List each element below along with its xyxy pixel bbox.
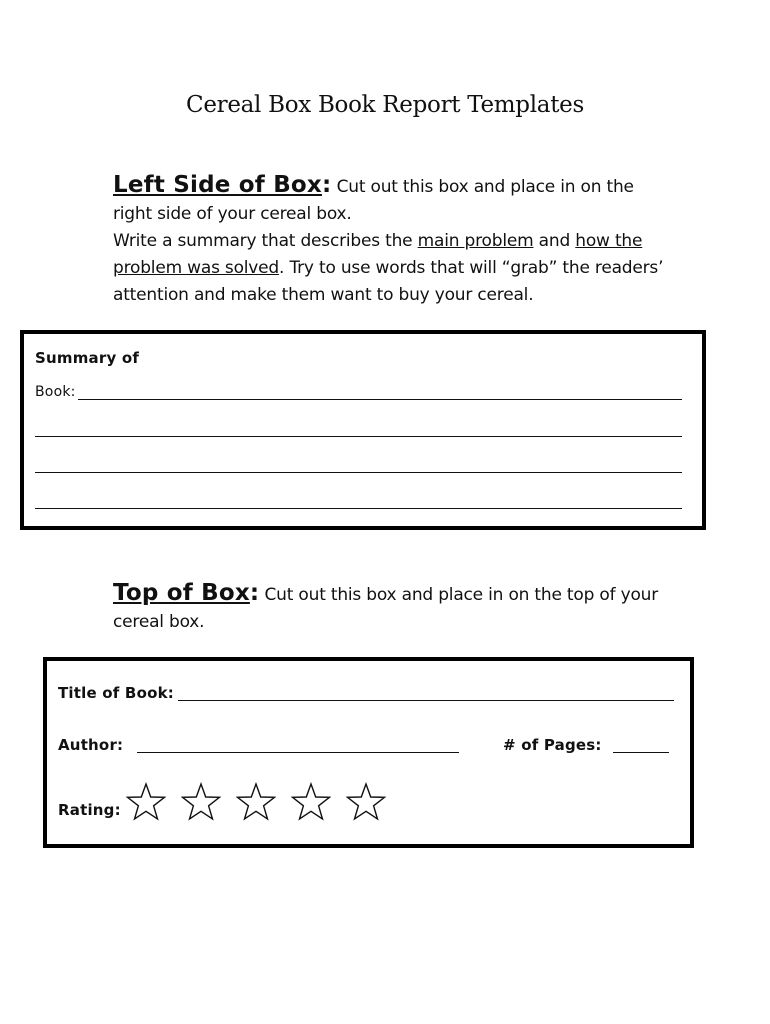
star-outline-icon[interactable] <box>291 782 331 822</box>
summary-instruction-a: Write a summary that describes the <box>113 231 418 251</box>
top-side-heading: Top of Box <box>113 580 250 606</box>
star-outline-icon[interactable] <box>236 782 276 822</box>
author-label: Author: <box>58 736 124 754</box>
main-problem-text: main problem <box>417 231 534 251</box>
top-side-heading-colon: : <box>249 580 260 606</box>
top-side-instructions <box>113 580 673 636</box>
star-outline-icon[interactable] <box>346 782 386 822</box>
summary-instruction-c: . Try to use words that will “grab” the readers’ attention and make them want to buy your cereal. <box>113 258 664 305</box>
star-outline-icon[interactable] <box>126 782 166 822</box>
author-line[interactable] <box>137 752 459 753</box>
summary-instruction-b: and <box>533 231 576 251</box>
summary-book-label: Book: <box>35 384 76 400</box>
rating-label: Rating: <box>58 801 121 819</box>
summary-write-line[interactable] <box>35 508 682 509</box>
pages-line[interactable] <box>613 752 669 753</box>
left-side-heading: Left Side of Box <box>113 172 322 198</box>
left-side-intro: Cut out this box and place in on the right side of your cereal box. <box>113 177 634 224</box>
left-side-instructions <box>113 172 673 309</box>
document-title: Cereal Box Book Report Templates <box>186 92 584 118</box>
top-side-intro: Cut out this box and place in on the top of your cereal box. <box>113 585 659 632</box>
star-outline-icon[interactable] <box>181 782 221 822</box>
how-solved-text: how the problem was solved <box>113 231 643 278</box>
left-side-heading-colon: : <box>321 172 332 198</box>
summary-label: Summary of <box>35 349 140 367</box>
title-of-book-line[interactable] <box>178 700 674 701</box>
summary-write-line[interactable] <box>35 472 682 473</box>
summary-write-line[interactable] <box>78 399 682 400</box>
pages-label: # of Pages: <box>503 736 602 754</box>
title-of-book-label: Title of Book: <box>58 684 174 702</box>
summary-write-line[interactable] <box>35 436 682 437</box>
